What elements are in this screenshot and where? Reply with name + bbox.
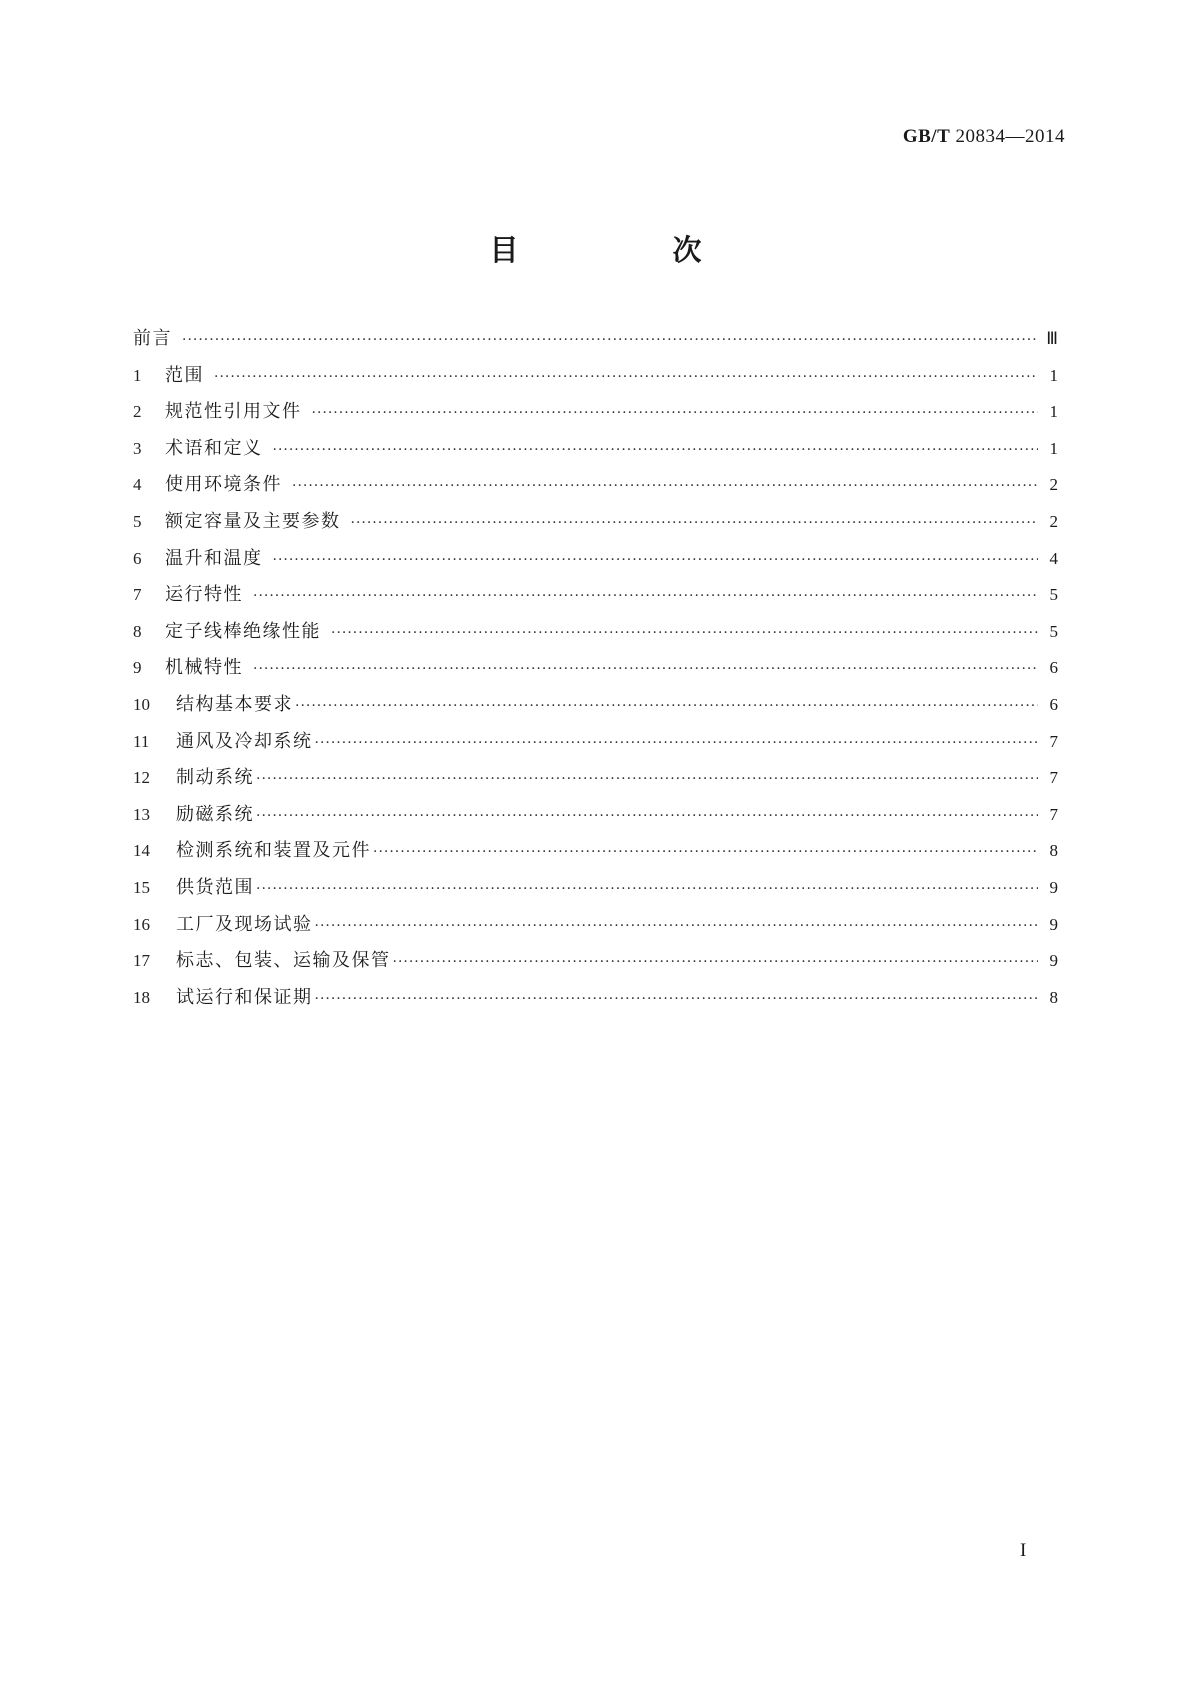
- toc-entry-page: 4: [1049, 548, 1058, 568]
- toc-entry-page: 1: [1049, 365, 1058, 385]
- toc-entry-6[interactable]: [133, 544, 1058, 581]
- toc-entry-label: 供货范围: [176, 876, 254, 898]
- toc-entry-12[interactable]: [133, 763, 1058, 800]
- standard-code: [903, 126, 1065, 148]
- toc-entry-number: 3: [133, 438, 142, 458]
- toc-entry-label: 标志、包装、运输及保管: [176, 950, 391, 972]
- toc-entry-number: 16: [133, 914, 150, 934]
- toc-dot-leader: [292, 478, 1038, 494]
- toc-dot-leader: [256, 808, 1038, 824]
- toc-entry-label: 机械特性: [165, 657, 243, 679]
- toc-entry-label: 定子线棒绝缘性能: [165, 620, 321, 642]
- toc-entry-number: 7: [133, 585, 142, 605]
- toc-dot-leader: [273, 552, 1039, 568]
- toc-entry-label: 使用环境条件: [165, 474, 282, 496]
- toc-dot-leader: [331, 625, 1038, 641]
- toc-entry-2[interactable]: [133, 397, 1058, 434]
- toc-entry-15[interactable]: [133, 873, 1058, 910]
- toc-entry-number: 17: [133, 951, 150, 971]
- toc-entry-8[interactable]: [133, 617, 1058, 654]
- toc-dot-leader: [253, 588, 1038, 604]
- table-of-contents: [133, 324, 1058, 1019]
- standard-number: 20834—2014: [955, 126, 1065, 147]
- toc-dot-leader: [373, 844, 1038, 860]
- toc-entry-9[interactable]: [133, 653, 1058, 690]
- toc-dot-leader: [315, 918, 1039, 934]
- toc-entry-label: 温升和温度: [165, 547, 263, 569]
- toc-entry-page: 5: [1049, 621, 1058, 641]
- toc-entry-foreword[interactable]: [133, 324, 1058, 361]
- toc-dot-leader: [182, 332, 1038, 348]
- toc-entry-label: 制动系统: [176, 767, 254, 789]
- toc-entry-10[interactable]: [133, 690, 1058, 727]
- toc-entry-number: 2: [133, 402, 142, 422]
- page-number: I: [1020, 1540, 1027, 1561]
- toc-entry-page: 5: [1049, 585, 1058, 605]
- toc-dot-leader: [315, 991, 1039, 1007]
- toc-entry-number: 13: [133, 804, 150, 824]
- toc-dot-leader: [315, 735, 1039, 751]
- toc-entry-page: 1: [1049, 438, 1058, 458]
- toc-entry-number: 5: [133, 511, 142, 531]
- toc-entry-number: 18: [133, 987, 150, 1007]
- toc-entry-page: 2: [1049, 475, 1058, 495]
- toc-dot-leader: [273, 442, 1039, 458]
- toc-entry-page: Ⅲ: [1046, 329, 1058, 348]
- toc-entry-17[interactable]: [133, 946, 1058, 983]
- toc-entry-page: 7: [1049, 731, 1058, 751]
- toc-entry-label: 工厂及现场试验: [176, 913, 313, 935]
- toc-entry-number: 4: [133, 475, 142, 495]
- toc-dot-leader: [312, 405, 1039, 421]
- toc-entry-label: 励磁系统: [176, 803, 254, 825]
- toc-dot-leader: [253, 661, 1038, 677]
- toc-entry-page: 7: [1049, 768, 1058, 788]
- toc-entry-label: 运行特性: [165, 584, 243, 606]
- toc-entry-page: 8: [1049, 987, 1058, 1007]
- toc-entry-label: 通风及冷却系统: [176, 730, 313, 752]
- toc-entry-label: 术语和定义: [165, 437, 263, 459]
- toc-entry-label: 结构基本要求: [176, 693, 293, 715]
- toc-entry-7[interactable]: [133, 580, 1058, 617]
- toc-entry-page: 8: [1049, 841, 1058, 861]
- toc-entry-label: 试运行和保证期: [176, 986, 313, 1008]
- toc-entry-5[interactable]: [133, 507, 1058, 544]
- toc-entry-number: 9: [133, 658, 142, 678]
- toc-entry-page: 2: [1049, 511, 1058, 531]
- toc-entry-page: 9: [1049, 951, 1058, 971]
- toc-entry-number: 14: [133, 841, 150, 861]
- toc-entry-1[interactable]: [133, 361, 1058, 398]
- toc-dot-leader: [214, 369, 1038, 385]
- toc-entry-16[interactable]: [133, 910, 1058, 947]
- toc-entry-page: 6: [1049, 694, 1058, 714]
- toc-entry-number: 1: [133, 365, 142, 385]
- toc-entry-14[interactable]: [133, 836, 1058, 873]
- toc-entry-number: 15: [133, 877, 150, 897]
- toc-entry-number: 8: [133, 621, 142, 641]
- toc-entry-page: 9: [1049, 877, 1058, 897]
- toc-entry-label: 范围: [165, 364, 204, 386]
- toc-entry-number: 10: [133, 694, 150, 714]
- toc-entry-label: 规范性引用文件: [165, 401, 302, 423]
- toc-entry-3[interactable]: [133, 434, 1058, 471]
- toc-dot-leader: [351, 515, 1039, 531]
- toc-entry-18[interactable]: [133, 983, 1058, 1020]
- toc-title: 目 次: [489, 233, 774, 267]
- toc-entry-13[interactable]: [133, 800, 1058, 837]
- toc-dot-leader: [256, 881, 1038, 897]
- toc-entry-label: 检测系统和装置及元件: [176, 840, 371, 862]
- toc-entry-page: 7: [1049, 804, 1058, 824]
- toc-entry-page: 1: [1049, 402, 1058, 422]
- toc-dot-leader: [256, 771, 1038, 787]
- toc-dot-leader: [295, 698, 1038, 714]
- toc-entry-page: 6: [1049, 658, 1058, 678]
- standard-prefix: GB/T: [902, 126, 951, 147]
- toc-entry-number: 11: [133, 731, 150, 751]
- toc-entry-label: 前言: [133, 328, 172, 349]
- toc-entry-number: 12: [133, 768, 150, 788]
- toc-dot-leader: [393, 954, 1039, 970]
- toc-entry-page: 9: [1049, 914, 1058, 934]
- toc-entry-number: 6: [133, 548, 142, 568]
- toc-entry-label: 额定容量及主要参数: [165, 510, 341, 532]
- toc-entry-11[interactable]: [133, 727, 1058, 764]
- toc-entry-4[interactable]: [133, 470, 1058, 507]
